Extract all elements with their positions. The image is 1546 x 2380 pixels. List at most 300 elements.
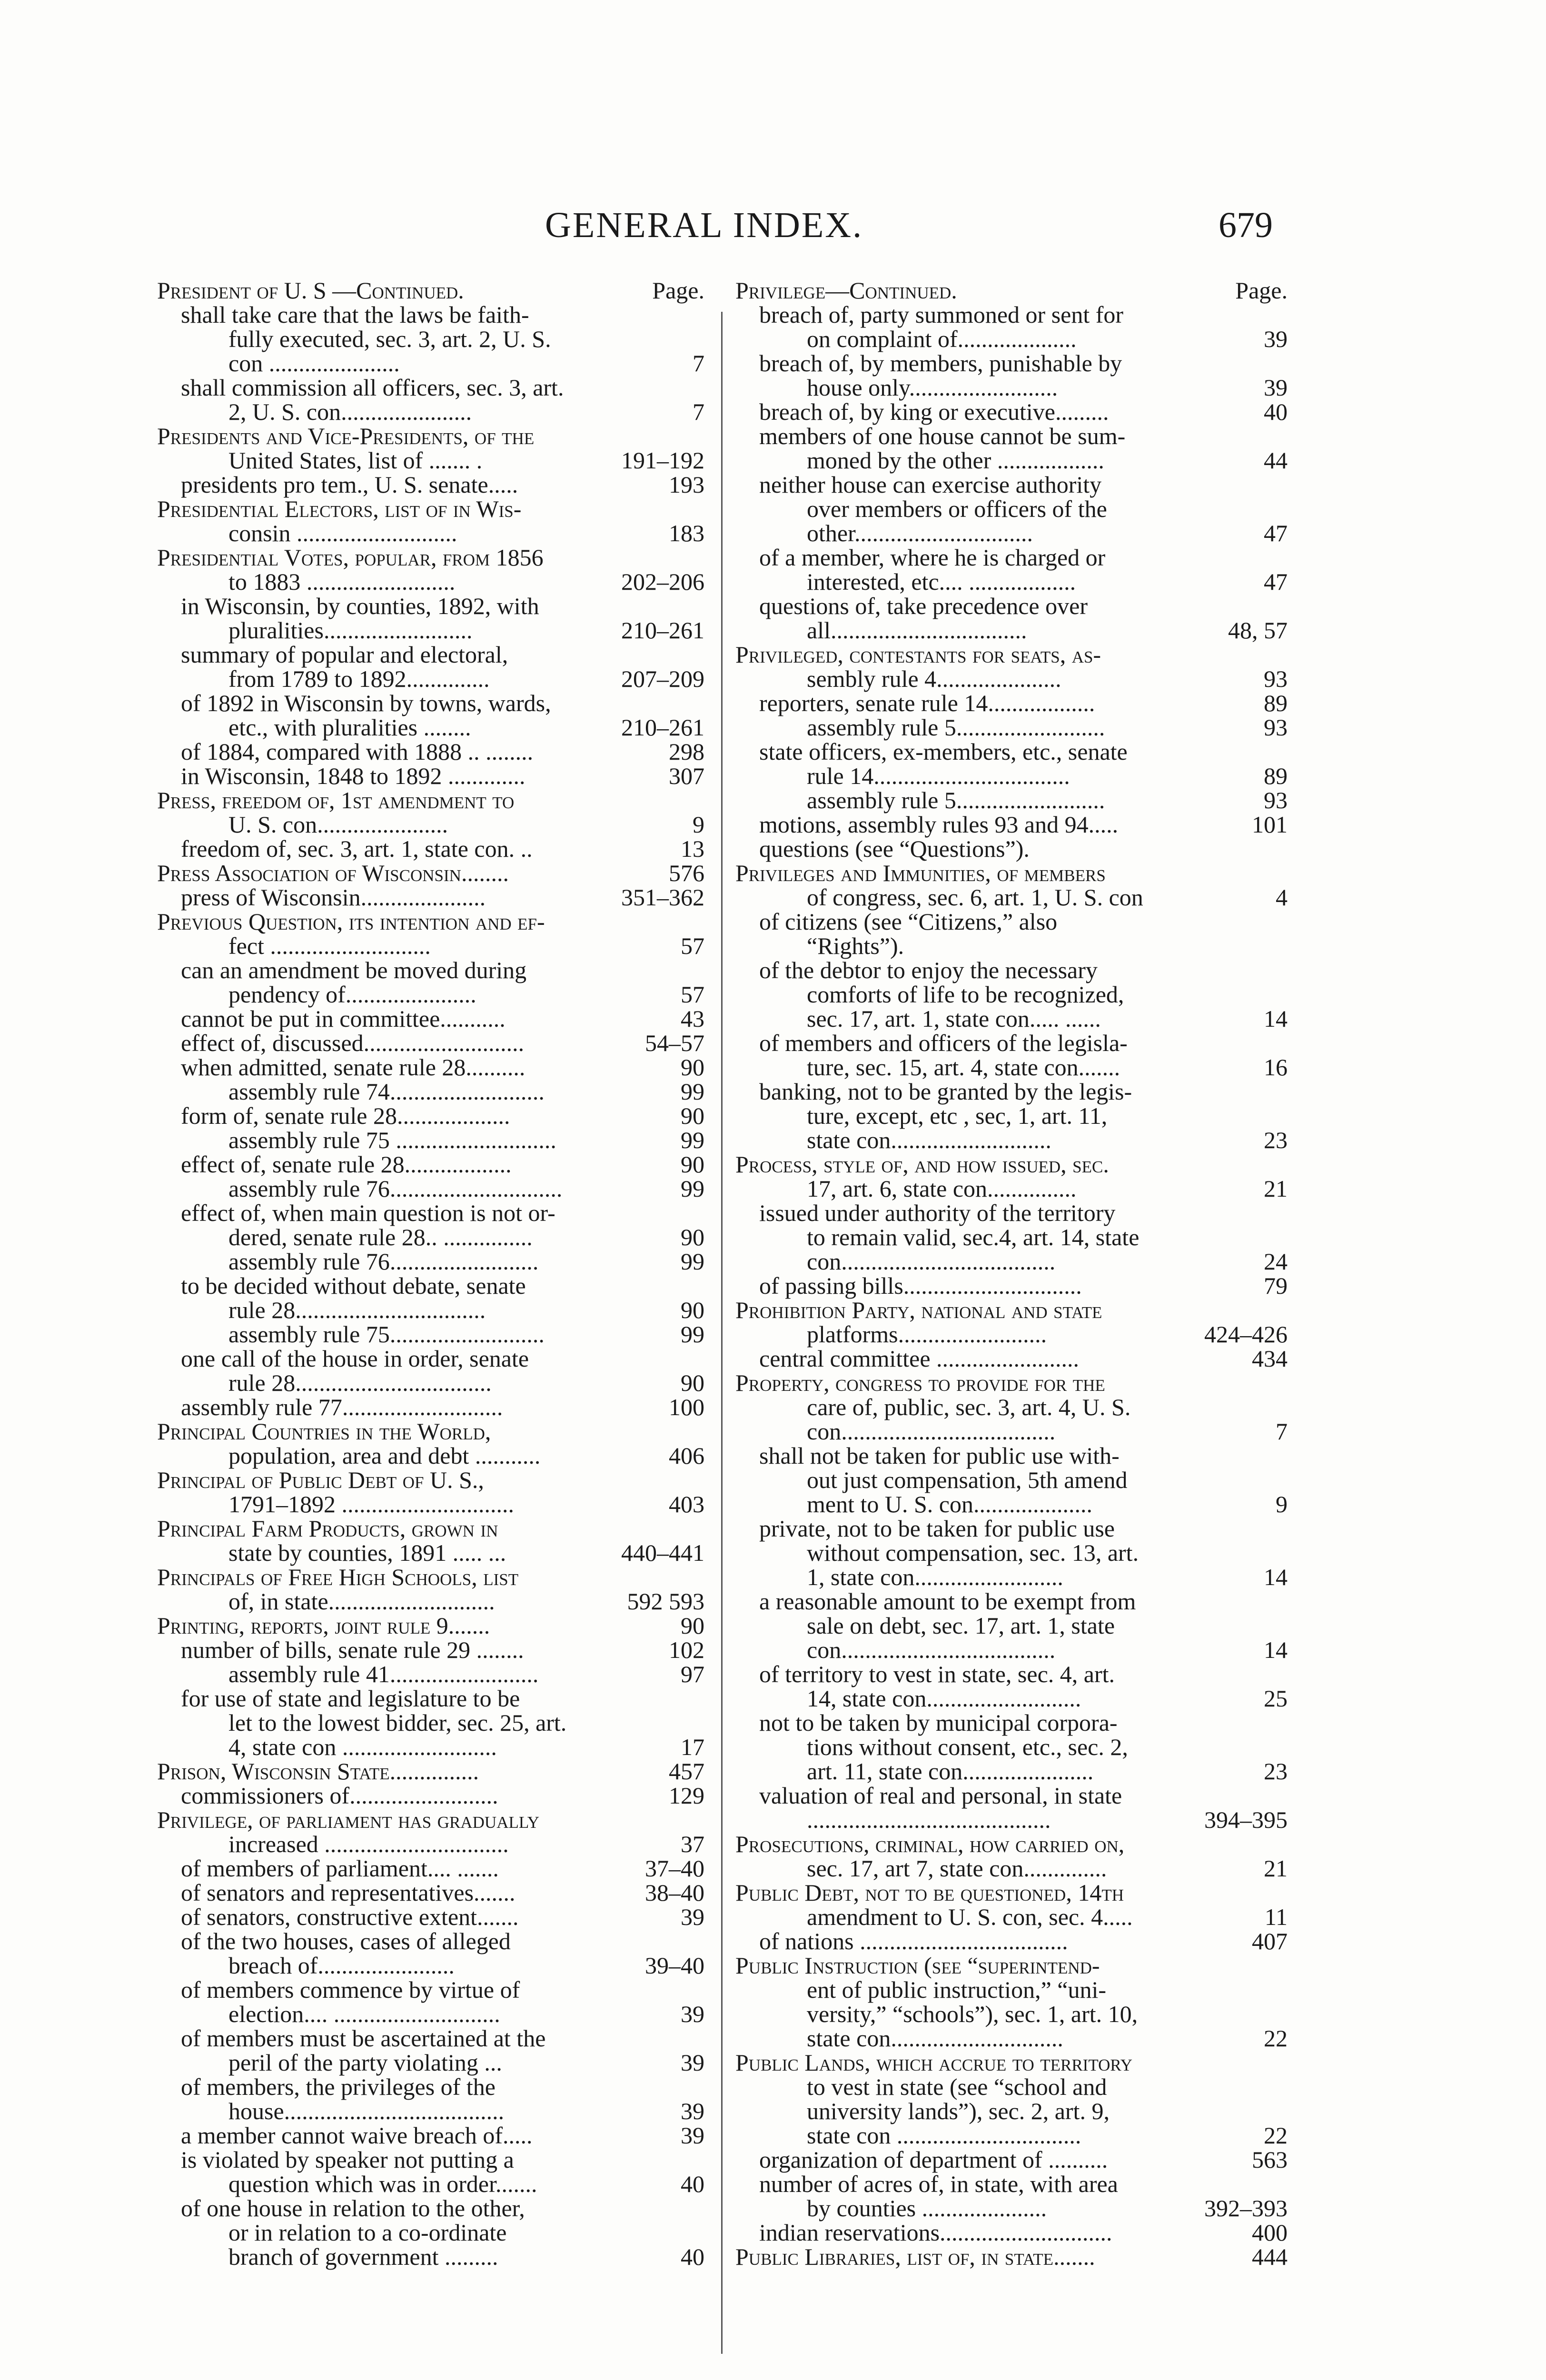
entry-text: a reasonable amount to be exempt from xyxy=(759,1588,1136,1615)
index-subentry xyxy=(157,934,704,958)
entry-page-ref: 101 xyxy=(1252,811,1288,838)
index-subentry xyxy=(157,643,704,667)
entry-page-ref: 90 xyxy=(681,1612,704,1639)
entry-text: shall take care that the laws be faith- xyxy=(181,301,529,328)
index-subentry xyxy=(735,2148,1288,2172)
entry-page-ref: 100 xyxy=(669,1394,704,1420)
index-subentry xyxy=(735,1492,1288,1517)
entry-text: peril of the party violating ... xyxy=(228,2049,502,2076)
entry-text: not to be taken by municipal corpora- xyxy=(759,1709,1118,1736)
entry-text: of the debtor to enjoy the necessary xyxy=(759,957,1098,983)
entry-page-ref: 89 xyxy=(1264,690,1288,716)
entry-page-ref: 39 xyxy=(681,2001,704,2027)
entry-text: ment to U. S. con.................... xyxy=(807,1491,1092,1517)
index-subentry xyxy=(735,1856,1288,1881)
entry-text: con ...................... xyxy=(228,350,400,377)
entry-page-ref: 23 xyxy=(1264,1758,1288,1785)
entry-text: fect ........................... xyxy=(228,932,431,959)
entry-page-ref: 14 xyxy=(1264,1005,1288,1032)
index-subentry xyxy=(157,2245,704,2269)
entry-page-ref: 434 xyxy=(1252,1345,1288,1372)
entry-page-ref: 102 xyxy=(669,1636,704,1663)
index-subentry xyxy=(735,473,1288,497)
entry-text: on complaint of.................... xyxy=(807,326,1077,352)
entry-text: assembly rule 75.......................... xyxy=(228,1321,545,1348)
index-subentry xyxy=(735,2221,1288,2245)
index-heading-entry xyxy=(157,545,704,570)
index-subentry xyxy=(735,1347,1288,1371)
entry-page-ref: 4 xyxy=(1276,884,1288,911)
entry-text: summary of popular and electoral, xyxy=(181,641,508,668)
entry-text: of, in state............................ xyxy=(228,1588,495,1615)
index-subentry xyxy=(735,1007,1288,1031)
index-column-right xyxy=(735,278,1288,2269)
entry-text: house..................................... xyxy=(228,2098,505,2124)
entry-page-ref: 407 xyxy=(1252,1928,1288,1954)
entry-text: to remain valid, sec.4, art. 14, state xyxy=(807,1224,1140,1250)
entry-text: platforms......................... xyxy=(807,1321,1047,1348)
entry-page-ref: 39–40 xyxy=(645,1952,704,1979)
index-subentry xyxy=(157,1711,704,1735)
index-subentry xyxy=(735,715,1288,740)
entry-text: banking, not to be granted by the legis- xyxy=(759,1078,1132,1105)
index-subentry xyxy=(735,1225,1288,1250)
entry-page-ref: 25 xyxy=(1264,1685,1288,1712)
entry-text: members of one house cannot be sum- xyxy=(759,423,1126,449)
entry-text: in Wisconsin, 1848 to 1892 ............. xyxy=(181,763,525,789)
index-subentry xyxy=(735,958,1288,982)
entry-text: state by counties, 1891 ..... ... xyxy=(228,1539,506,1566)
entry-page-ref: 351–362 xyxy=(621,884,704,911)
index-subentry xyxy=(157,570,704,594)
entry-text: Process, style of, and how issued, sec. xyxy=(735,1151,1109,1178)
entry-text: breach of, by members, punishable by xyxy=(759,350,1122,377)
entry-page-ref: 37 xyxy=(681,1831,704,1857)
entry-text: rule 28................................ xyxy=(228,1297,486,1323)
index-subentry xyxy=(735,1978,1288,2002)
index-subentry xyxy=(157,715,704,740)
index-subentry xyxy=(157,1274,704,1298)
entry-page-ref: 39 xyxy=(1264,374,1288,401)
index-subentry xyxy=(735,1711,1288,1735)
entry-text: con.................................... xyxy=(807,1248,1056,1275)
entry-page-ref: 129 xyxy=(669,1782,704,1809)
entry-text: assembly rule 74.......................... xyxy=(228,1078,545,1105)
entry-text: 4, state con .......................... xyxy=(228,1734,497,1760)
index-subentry xyxy=(735,1614,1288,1638)
entry-page-ref: 21 xyxy=(1264,1855,1288,1882)
index-subentry xyxy=(735,1177,1288,1201)
entry-page-ref: 89 xyxy=(1264,763,1288,789)
entry-page-ref: 394–395 xyxy=(1204,1806,1288,1833)
index-subentry xyxy=(157,1371,704,1395)
entry-page-ref: 592 593 xyxy=(627,1588,704,1615)
index-heading-entry xyxy=(157,1614,704,1638)
entry-page-ref: 44 xyxy=(1264,447,1288,474)
entry-text: shall commission all officers, sec. 3, art. xyxy=(181,374,564,401)
index-subentry xyxy=(157,813,704,837)
index-heading-entry xyxy=(735,643,1288,667)
entry-page-ref: 38–40 xyxy=(645,1879,704,1906)
index-subentry xyxy=(735,1541,1288,1565)
index-subentry xyxy=(735,1759,1288,1784)
entry-page-ref: 99 xyxy=(681,1078,704,1105)
index-subentry xyxy=(735,1201,1288,1225)
entry-text: of members, the privileges of the xyxy=(181,2073,496,2100)
entry-page-ref: 444 xyxy=(1252,2243,1288,2270)
index-subentry xyxy=(157,2123,704,2148)
index-heading-entry xyxy=(157,1468,704,1492)
entry-text: dered, senate rule 28.. ............... xyxy=(228,1224,533,1250)
index-subentry xyxy=(735,303,1288,327)
entry-page-ref: 43 xyxy=(681,1005,704,1032)
entry-text: Previous Question, its intention and ef- xyxy=(157,908,545,935)
index-subentry xyxy=(735,448,1288,473)
entry-text: commissioners of......................... xyxy=(181,1782,498,1809)
entry-text: of a member, where he is charged or xyxy=(759,544,1106,571)
index-subentry xyxy=(157,1128,704,1152)
entry-text: Principals of Free High Schools, list xyxy=(157,1564,519,1590)
entry-page-ref: 202–206 xyxy=(621,568,704,595)
entry-text: shall not be taken for public use with- xyxy=(759,1442,1120,1469)
entry-text: one call of the house in order, senate xyxy=(181,1345,529,1372)
index-subentry xyxy=(157,2099,704,2123)
entry-text: press of Wisconsin..................... xyxy=(181,884,486,911)
index-subentry xyxy=(735,1929,1288,1954)
entry-page-ref: 90 xyxy=(681,1054,704,1081)
entry-text: private, not to be taken for public use xyxy=(759,1515,1115,1542)
index-heading-entry xyxy=(157,1808,704,1832)
index-subentry xyxy=(735,1686,1288,1711)
index-subentry xyxy=(157,1201,704,1225)
entry-page-ref: 90 xyxy=(681,1151,704,1178)
entry-text: state con ............................... xyxy=(807,2122,1081,2149)
index-subentry xyxy=(157,691,704,715)
entry-text: of members commence by virtue of xyxy=(181,1976,520,2003)
entry-text: Prison, Wisconsin State............... xyxy=(157,1758,479,1785)
index-subentry xyxy=(157,1322,704,1347)
entry-text: state officers, ex-members, etc., senate xyxy=(759,738,1128,765)
entry-text: 2, U. S. con...................... xyxy=(228,398,472,425)
entry-text: to be decided without debate, senate xyxy=(181,1272,526,1299)
entry-text: of congress, sec. 6, art. 1, U. S. con xyxy=(807,884,1143,911)
entry-text: 1791–1892 ............................. xyxy=(228,1491,514,1517)
entry-page-ref: 7 xyxy=(1276,1418,1288,1445)
entry-page-ref: 40 xyxy=(1264,398,1288,425)
index-subentry xyxy=(735,351,1288,376)
index-subentry xyxy=(735,764,1288,788)
index-subentry xyxy=(735,740,1288,764)
entry-text: Privileged, contestants for seats, as- xyxy=(735,641,1101,668)
index-subentry xyxy=(735,1274,1288,1298)
entry-text: over members or officers of the xyxy=(807,496,1107,522)
entry-text: assembly rule 41......................... xyxy=(228,1661,539,1687)
entry-text: question which was in order....... xyxy=(228,2171,537,2197)
index-subentry xyxy=(735,2026,1288,2051)
index-subentry xyxy=(157,1225,704,1250)
entry-text: amendment to U. S. con, sec. 4..... xyxy=(807,1904,1133,1930)
entry-text: Principal Countries in the World, xyxy=(157,1418,491,1445)
index-subentry xyxy=(157,1007,704,1031)
entry-page-ref: 183 xyxy=(669,520,704,546)
entry-text: “Rights”). xyxy=(807,932,904,959)
index-subentry xyxy=(157,1905,704,1929)
index-subentry xyxy=(157,618,704,643)
index-heading-entry xyxy=(735,1881,1288,1905)
entry-text: versity,” “schools”), sec. 1, art. 10, xyxy=(807,2001,1138,2027)
index-heading-entry xyxy=(157,1759,704,1784)
entry-text: from 1789 to 1892.............. xyxy=(228,665,490,692)
entry-text: Presidents and Vice-Presidents, of the xyxy=(157,423,535,449)
entry-text: state con............................. xyxy=(807,2025,1063,2052)
index-subentry xyxy=(157,448,704,473)
entry-text: of members and officers of the legisla- xyxy=(759,1030,1128,1056)
entry-text: of passing bills.............................. xyxy=(759,1272,1082,1299)
entry-text: state con........................... xyxy=(807,1127,1051,1153)
entry-page-ref: 298 xyxy=(669,738,704,765)
index-subentry xyxy=(157,2196,704,2221)
index-heading-entry xyxy=(735,1371,1288,1395)
entry-page-ref: 39 xyxy=(681,2049,704,2076)
index-subentry xyxy=(735,424,1288,448)
entry-page-ref: 22 xyxy=(1264,2025,1288,2052)
index-subentry xyxy=(735,1322,1288,1347)
entry-text: reporters, senate rule 14.................. xyxy=(759,690,1095,716)
entry-text: motions, assembly rules 93 and 94..... xyxy=(759,811,1119,838)
index-subentry xyxy=(735,1080,1288,1104)
entry-text: university lands”), sec. 2, art. 9, xyxy=(807,2098,1110,2124)
index-subentry xyxy=(735,594,1288,618)
index-subentry xyxy=(735,667,1288,691)
index-subentry xyxy=(157,1881,704,1905)
entry-page-ref: 57 xyxy=(681,981,704,1008)
entry-text: breach of, party summoned or sent for xyxy=(759,301,1124,328)
index-subentry xyxy=(735,1662,1288,1686)
index-subentry xyxy=(157,1444,704,1468)
index-subentry xyxy=(735,910,1288,934)
entry-text: Prohibition Party, national and state xyxy=(735,1297,1102,1323)
entry-text: ......................................... xyxy=(807,1806,1051,1833)
entry-page-ref: 13 xyxy=(681,835,704,862)
index-subentry xyxy=(157,1541,704,1565)
index-subentry xyxy=(157,1954,704,1978)
entry-text: ture, except, etc , sec, 1, art. 11, xyxy=(807,1102,1108,1129)
entry-text: population, area and debt ........... xyxy=(228,1442,541,1469)
entry-page-ref: 16 xyxy=(1264,1054,1288,1081)
index-subentry xyxy=(735,570,1288,594)
entry-text: assembly rule 75 ........................... xyxy=(228,1127,556,1153)
index-subentry xyxy=(735,376,1288,400)
entry-page-ref: 424–426 xyxy=(1204,1321,1288,1348)
entry-page-ref: 39 xyxy=(1264,326,1288,352)
index-subentry xyxy=(735,1419,1288,1444)
index-subentry xyxy=(735,1104,1288,1128)
entry-text: breach of, by king or executive......... xyxy=(759,398,1109,425)
entry-text: pluralities......................... xyxy=(228,617,473,644)
index-subentry xyxy=(157,1104,704,1128)
entry-page-ref: 307 xyxy=(669,763,704,789)
entry-text: to 1883 ......................... xyxy=(228,568,456,595)
entry-page-ref: 47 xyxy=(1264,568,1288,595)
entry-text: without compensation, sec. 13, art. xyxy=(807,1539,1139,1566)
entry-text: sale on debt, sec. 17, art. 1, state xyxy=(807,1612,1115,1639)
index-subentry xyxy=(735,1395,1288,1419)
entry-page-ref: 17 xyxy=(681,1734,704,1760)
index-subentry xyxy=(735,837,1288,861)
index-subentry xyxy=(157,1662,704,1686)
index-subentry xyxy=(157,376,704,400)
index-heading-entry xyxy=(735,278,1288,303)
entry-page-ref: 207–209 xyxy=(621,665,704,692)
index-subentry xyxy=(735,545,1288,570)
index-subentry xyxy=(735,618,1288,643)
entry-text: sec. 17, art 7, state con.............. xyxy=(807,1855,1107,1882)
index-subentry xyxy=(735,1055,1288,1080)
entry-text: other.............................. xyxy=(807,520,1033,546)
entry-text: number of bills, senate rule 29 ........ xyxy=(181,1636,524,1663)
index-subentry xyxy=(157,400,704,424)
entry-text: President of U. S —Continued. xyxy=(157,277,464,304)
entry-text: issued under authority of the territory xyxy=(759,1200,1116,1226)
entry-text: ture, sec. 15, art. 4, state con....... xyxy=(807,1054,1120,1081)
index-heading-entry xyxy=(157,910,704,934)
entry-page-ref: 403 xyxy=(669,1491,704,1517)
index-subentry xyxy=(157,982,704,1007)
entry-text: Public Debt, not to be questioned, 14th xyxy=(735,1879,1124,1906)
entry-page-ref: 193 xyxy=(669,471,704,498)
entry-page-ref: Page. xyxy=(652,277,704,304)
entry-page-ref: 54–57 xyxy=(645,1030,704,1056)
entry-page-ref: 563 xyxy=(1252,2146,1288,2173)
index-subentry xyxy=(157,2026,704,2051)
index-subentry xyxy=(157,594,704,618)
index-subentry xyxy=(157,1250,704,1274)
index-subentry xyxy=(735,2075,1288,2099)
index-heading-entry xyxy=(735,861,1288,885)
page-header xyxy=(0,205,1546,257)
index-subentry xyxy=(735,1468,1288,1492)
index-subentry xyxy=(157,1589,704,1614)
index-heading-entry xyxy=(735,1152,1288,1177)
entry-page-ref: 400 xyxy=(1252,2219,1288,2246)
entry-text: art. 11, state con...................... xyxy=(807,1758,1094,1785)
index-subentry xyxy=(735,1031,1288,1055)
index-subentry xyxy=(157,1735,704,1759)
index-subentry xyxy=(735,1905,1288,1929)
page-number: 679 xyxy=(1219,205,1273,245)
entry-text: 17, art. 6, state con............... xyxy=(807,1175,1077,1202)
entry-page-ref: 14 xyxy=(1264,1564,1288,1590)
entry-text: ent of public instruction,” “uni- xyxy=(807,1976,1107,2003)
entry-text: let to the lowest bidder, sec. 25, art. xyxy=(228,1709,567,1736)
index-heading-entry xyxy=(157,1565,704,1589)
entry-text: branch of government ......... xyxy=(228,2243,498,2270)
index-subentry xyxy=(157,1298,704,1322)
index-subentry xyxy=(735,2172,1288,2196)
entry-text: Principal Farm Products, grown in xyxy=(157,1515,498,1542)
index-heading-entry xyxy=(157,1419,704,1444)
entry-page-ref: 392–393 xyxy=(1204,2195,1288,2221)
entry-page-ref: 11 xyxy=(1264,1904,1288,1930)
entry-text: cannot be put in committee........... xyxy=(181,1005,505,1032)
index-subentry xyxy=(157,667,704,691)
entry-text: of members must be ascertained at the xyxy=(181,2025,546,2052)
index-subentry xyxy=(735,521,1288,545)
entry-text: assembly rule 77........................... xyxy=(181,1394,503,1420)
entry-text: Prosecutions, criminal, how carried on, xyxy=(735,1831,1125,1857)
index-subentry xyxy=(735,1638,1288,1662)
entry-text: moned by the other .................. xyxy=(807,447,1104,474)
entry-page-ref: 576 xyxy=(669,860,704,886)
entry-text: of senators, constructive extent....... xyxy=(181,1904,519,1930)
entry-text: rule 28................................. xyxy=(228,1369,492,1396)
page-title: GENERAL INDEX. xyxy=(545,205,863,245)
entry-page-ref: 7 xyxy=(693,398,704,425)
index-subentry xyxy=(157,885,704,910)
entry-text: out just compensation, 5th amend xyxy=(807,1467,1128,1493)
entry-text: of one house in relation to the other, xyxy=(181,2195,525,2221)
entry-text: effect of, discussed........................... xyxy=(181,1030,525,1056)
entry-text: U. S. con...................... xyxy=(228,811,448,838)
entry-text: of members of parliament.... ....... xyxy=(181,1855,499,1882)
entry-text: valuation of real and personal, in state xyxy=(759,1782,1122,1809)
entry-text: of the two houses, cases of alleged xyxy=(181,1928,511,1954)
entry-text: freedom of, sec. 3, art. 1, state con. .. xyxy=(181,835,533,862)
index-subentry xyxy=(157,958,704,982)
entry-page-ref: 9 xyxy=(1276,1491,1288,1517)
entry-text: assembly rule 5......................... xyxy=(807,714,1105,741)
entry-page-ref: 9 xyxy=(693,811,704,838)
index-subentry xyxy=(157,1395,704,1419)
index-heading-entry xyxy=(735,1298,1288,1322)
index-subentry xyxy=(157,1856,704,1881)
entry-page-ref: 99 xyxy=(681,1321,704,1348)
entry-page-ref: 90 xyxy=(681,1102,704,1129)
entry-page-ref: 7 xyxy=(693,350,704,377)
entry-text: assembly rule 76............................. xyxy=(228,1175,563,1202)
entry-text: rule 14................................. xyxy=(807,763,1070,789)
index-subentry xyxy=(157,1080,704,1104)
entry-text: etc., with pluralities ........ xyxy=(228,714,471,741)
entry-text: a member cannot waive breach of..... xyxy=(181,2122,533,2149)
entry-text: con.................................... xyxy=(807,1418,1056,1445)
entry-page-ref: 93 xyxy=(1264,787,1288,813)
entry-text: con.................................... xyxy=(807,1636,1056,1663)
index-subentry xyxy=(735,2002,1288,2026)
entry-text: sembly rule 4..................... xyxy=(807,665,1061,692)
entry-text: of nations ................................... xyxy=(759,1928,1068,1954)
entry-page-ref: 39 xyxy=(681,2122,704,2149)
index-subentry xyxy=(735,1808,1288,1832)
entry-text: is violated by speaker not putting a xyxy=(181,2146,514,2173)
entry-text: indian reservations............................. xyxy=(759,2219,1112,2246)
index-heading-entry xyxy=(157,424,704,448)
index-subentry xyxy=(157,2172,704,2196)
index-subentry xyxy=(735,1250,1288,1274)
entry-page-ref: 47 xyxy=(1264,520,1288,546)
entry-text: of citizens (see “Citizens,” also xyxy=(759,908,1058,935)
entry-text: pendency of...................... xyxy=(228,981,476,1008)
index-heading-entry xyxy=(157,861,704,885)
entry-text: Public Libraries, list of, in state....... xyxy=(735,2243,1095,2270)
index-heading-entry xyxy=(735,2051,1288,2075)
index-subentry xyxy=(735,1589,1288,1614)
entry-text: tions without consent, etc., sec. 2, xyxy=(807,1734,1128,1760)
entry-text: breach of....................... xyxy=(228,1952,455,1979)
index-subentry xyxy=(735,2196,1288,2221)
index-subentry xyxy=(157,1492,704,1517)
entry-page-ref: 99 xyxy=(681,1248,704,1275)
